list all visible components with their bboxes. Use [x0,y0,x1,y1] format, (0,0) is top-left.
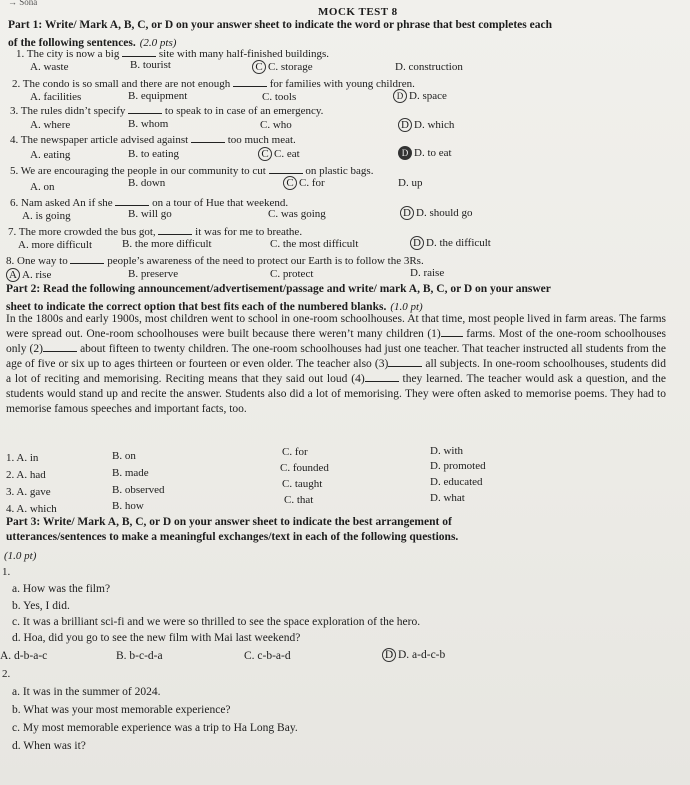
p3-q1-line-c: c. It was a brilliant sci-fi and we were so thrilled to see the space exploration of the hero. [12,616,421,628]
p1-q1-opt-b[interactable]: B. tourist [130,59,171,71]
p2-q2-opt-b[interactable]: B. made [112,467,149,479]
p1-q3-opt-a[interactable]: A. where [30,119,71,131]
passage-blank-2[interactable]: (2) [30,343,77,355]
p1-q7-opt-c[interactable]: C. the most difficult [270,238,359,250]
p2-q4-opt-c[interactable]: C. that [284,494,314,506]
p1-q6-stem: 6. Nam asked An if she on a tour of Hue that weekend. [10,197,289,209]
p2-q3-opt-d[interactable]: D. educated [430,476,483,488]
p2-q1-opt-b[interactable]: B. on [112,450,136,462]
p2-q2-opt-c[interactable]: C. founded [280,462,329,474]
passage-blank-4[interactable]: (4) [351,373,398,385]
p2-q2-opt-d[interactable]: D. promoted [430,460,486,472]
p2-q4-opt-a[interactable]: 4. A. which [6,503,57,515]
p1-q5-opt-c[interactable]: C C. for [283,176,325,190]
passage-blank-1[interactable]: (1) [427,328,462,340]
p1-q7-opt-d[interactable]: D D. the difficult [410,236,491,250]
p2-q1-opt-a[interactable]: 1. A. in [6,452,39,464]
p3-q1-opt-b[interactable]: B. b-c-d-a [116,650,163,662]
p1-q8-opt-d[interactable]: D. raise [410,267,445,279]
p1-q6-opt-a[interactable]: A. is going [22,210,71,222]
p1-q2-opt-a[interactable]: A. facilities [30,91,82,103]
p1-q6-opt-c[interactable]: C. was going [268,208,326,220]
part2-passage: In the 1800s and early 1900s, most children went to school in one-room schoolhouses. At that time, most people lived in farm areas. The farms were spread out. One-room schoolhouses were built because there weren’t many children (1) farms. Most of the one-room schoolhouses only (2) about fifteen to twenty children. The one-room schoolhouses had just one teacher. That teacher instructed all students from the age of five or six up to ages thirteen or fourteen or even older. The teacher also (3) all subjects. In one-room schoolhouses, students did a lot of reciting and memorising. Reciting means that they said out loud (4) they learned. The teacher would ask a question, and the students would stand up and recite the answer. Students also did a lot of memorising. They were often asked to memorise poems. They had to memorise famous speeches and important facts, too. [6,313,667,415]
p2-q4-opt-d[interactable]: D. what [430,492,465,504]
passage-blank-3[interactable]: (3) [375,358,422,370]
p1-q8-opt-b[interactable]: B. preserve [128,268,179,280]
p2-q3-opt-b[interactable]: B. observed [112,484,165,496]
p1-q2-opt-d[interactable]: D D. space [393,89,447,103]
part2-points: (1.0 pt) [390,301,423,313]
p1-q1-opt-c[interactable]: C C. storage [252,60,313,74]
p1-q1-opt-d[interactable]: D. construction [395,61,463,73]
p1-q1-opt-a[interactable]: A. waste [30,61,69,73]
part3-points: (1.0 pt) [4,550,37,562]
p3-q2-line-c: c. My most memorable experience was a trip to Ha Long Bay. [12,722,298,734]
p1-q3-opt-b[interactable]: B. whom [128,118,169,130]
p3-q1-line-a: a. How was the film? [12,583,111,595]
p2-q1-opt-c[interactable]: C. for [282,446,308,458]
p1-q5-opt-a[interactable]: A. on [30,181,55,193]
p1-q2-stem: 2. The condo is so small and there are not enough for families with young children. [12,78,415,90]
p1-q1-stem: 1. The city is now a big site with many half-finished buildings. [16,48,330,60]
part1-instruction-line1: Part 1: Write/ Mark A, B, C, or D on your answer sheet to indicate the word or phrase that best completes each [8,19,552,31]
p1-q2-opt-c[interactable]: C. tools [262,91,297,103]
p2-q1-opt-d[interactable]: D. with [430,445,463,457]
p2-q2-opt-a[interactable]: 2. A. had [6,469,46,481]
p3-q1-opt-c[interactable]: C. c-b-a-d [244,650,291,662]
p3-q1-line-b: b. Yes, I did. [12,600,70,612]
p1-q5-opt-b[interactable]: B. down [128,177,166,189]
p1-q5-stem: 5. We are encouraging the people in our community to cut on plastic bags. [10,165,374,177]
p3-q2-line-d: d. When was it? [12,740,86,752]
p2-q4-opt-b[interactable]: B. how [112,500,144,512]
p3-q1-number: 1. [2,566,11,578]
part1-points: (2.0 pts) [139,37,177,49]
p2-q3-opt-c[interactable]: C. taught [282,478,323,490]
p1-q6-opt-b[interactable]: B. will go [128,208,172,220]
p1-q4-opt-d[interactable]: D D. to eat [398,146,452,160]
p3-q1-line-d: d. Hoa, did you go to see the new film with Mai last weekend? [12,632,301,644]
p1-q3-opt-c[interactable]: C. who [260,119,292,131]
p1-q4-opt-c[interactable]: C C. eat [258,147,300,161]
p3-q2-line-a: a. It was in the summer of 2024. [12,686,161,698]
p1-q4-opt-a[interactable]: A. eating [30,149,71,161]
p1-q8-stem: 8. One way to people’s awareness of the need to protect our Earth is to follow the 3Rs. [6,255,424,267]
page-title: MOCK TEST 8 [318,6,398,18]
p1-q7-stem: 7. The more crowded the bus got, it was for me to breathe. [8,226,303,238]
p3-q1-opt-a[interactable]: A. d-b-a-c [0,650,48,662]
p3-q2-number: 2. [2,668,11,680]
scratch-note: → Sona [8,0,38,7]
p1-q8-opt-c[interactable]: C. protect [270,268,314,280]
part3-instruction-line2: utterances/sentences to make a meaningful exchanges/text in each of the following questions. [6,531,459,543]
p3-q2-line-b: b. What was your most memorable experience? [12,704,231,716]
part2-instruction-line1: Part 2: Read the following announcement/advertisement/passage and write/ mark A, B, C, or D on your answer [6,283,551,295]
p1-q4-stem: 4. The newspaper article advised against too much meat. [10,134,296,146]
p1-q5-opt-d[interactable]: D. up [398,177,423,189]
p1-q4-opt-b[interactable]: B. to eating [128,148,180,160]
part3-instruction-line1: Part 3: Write/ Mark A, B, C, or D on your answer sheet to indicate the best arrangement of [6,516,452,528]
p1-q3-opt-d[interactable]: D D. which [398,118,454,132]
part2-instruction-text: sheet to indicate the correct option that best fits each of the numbered blanks. [6,301,387,313]
p1-q6-opt-d[interactable]: D D. should go [400,206,473,220]
p1-q7-opt-b[interactable]: B. the more difficult [122,238,212,250]
p2-q3-opt-a[interactable]: 3. A. gave [6,486,51,498]
p1-q2-opt-b[interactable]: B. equipment [128,90,188,102]
p3-q1-opt-d[interactable]: D D. a-d-c-b [382,648,445,662]
p1-q8-opt-a[interactable]: A A. rise [6,268,51,282]
part1-instruction-text: of the following sentences. [8,37,136,49]
p1-q7-opt-a[interactable]: A. more difficult [18,239,93,251]
p1-q3-stem: 3. The rules didn’t specify to speak to in case of an emergency. [10,105,324,117]
